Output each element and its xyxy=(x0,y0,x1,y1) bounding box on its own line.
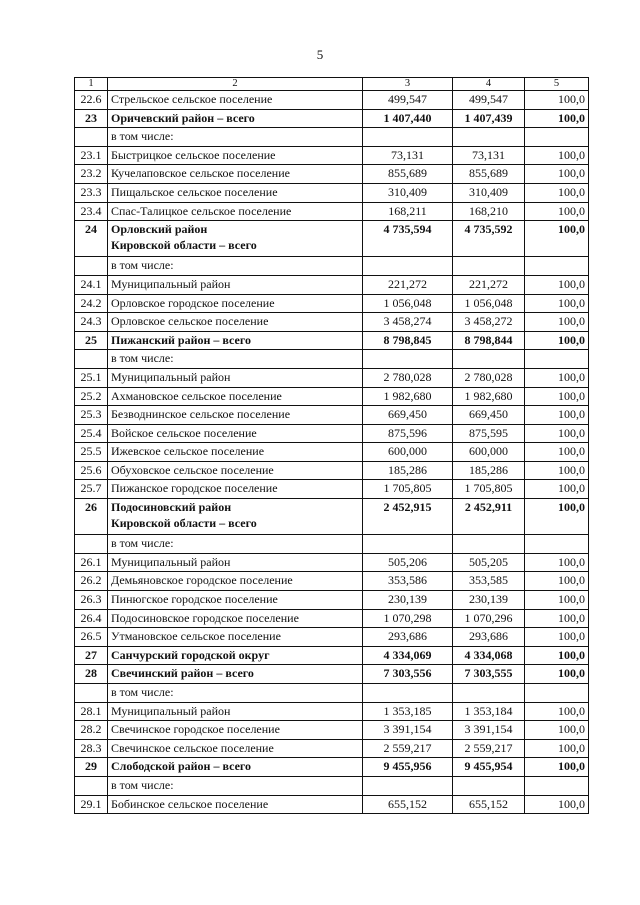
table-row xyxy=(75,739,589,758)
row-percent: 100,0 xyxy=(525,702,589,721)
row-name xyxy=(108,275,363,294)
row-name-line: Свечинское городское поселение xyxy=(111,722,280,737)
row-number: 27 xyxy=(75,646,108,665)
row-value-planned: 1 407,440 xyxy=(363,109,453,128)
row-name-line: Свечинское сельское поселение xyxy=(111,740,274,755)
row-value-actual: 230,139 xyxy=(453,591,525,610)
row-name xyxy=(108,535,363,554)
row-value-planned: 1 982,680 xyxy=(363,387,453,406)
row-name-line: Слободской район – всего xyxy=(111,759,252,774)
table-row xyxy=(75,776,589,795)
column-header-2: 2 xyxy=(108,78,363,91)
row-value-actual: 1 982,680 xyxy=(453,387,525,406)
row-percent xyxy=(525,535,589,554)
row-number: 24.2 xyxy=(75,294,108,313)
row-name xyxy=(108,313,363,332)
row-number: 24 xyxy=(75,221,108,257)
table-body xyxy=(75,91,589,814)
row-value-actual: 875,595 xyxy=(453,424,525,443)
table-row xyxy=(75,387,589,406)
row-value-actual: 505,205 xyxy=(453,553,525,572)
row-name xyxy=(108,406,363,425)
row-name-line: Орловский район xyxy=(111,222,208,237)
row-percent: 100,0 xyxy=(525,795,589,814)
row-number: 22.6 xyxy=(75,91,108,110)
row-value-actual: 73,131 xyxy=(453,146,525,165)
row-value-actual: 293,686 xyxy=(453,628,525,647)
row-value-planned xyxy=(363,776,453,795)
row-number: 28.2 xyxy=(75,721,108,740)
row-value-planned: 2 780,028 xyxy=(363,368,453,387)
row-number: 25 xyxy=(75,331,108,350)
row-number: 28.3 xyxy=(75,739,108,758)
row-name-line: Орловское сельское поселение xyxy=(111,314,269,329)
table-row xyxy=(75,461,589,480)
row-value-actual: 2 452,911 xyxy=(453,499,525,535)
row-value-planned: 1 056,048 xyxy=(363,294,453,313)
row-value-planned: 4 735,594 xyxy=(363,221,453,257)
row-percent: 100,0 xyxy=(525,202,589,221)
row-number: 28.1 xyxy=(75,702,108,721)
row-name xyxy=(108,702,363,721)
row-value-planned: 1 353,185 xyxy=(363,702,453,721)
row-value-planned: 230,139 xyxy=(363,591,453,610)
row-name xyxy=(108,721,363,740)
row-name-line: Бобинское сельское поселение xyxy=(111,796,269,811)
row-value-planned: 3 458,274 xyxy=(363,313,453,332)
row-value-planned xyxy=(363,684,453,703)
table-row xyxy=(75,499,589,535)
row-number xyxy=(75,257,108,276)
row-percent: 100,0 xyxy=(525,628,589,647)
row-value-actual: 8 798,844 xyxy=(453,331,525,350)
table-row xyxy=(75,109,589,128)
row-value-planned: 293,686 xyxy=(363,628,453,647)
row-number: 23.1 xyxy=(75,146,108,165)
row-name-line: в том числе: xyxy=(111,685,174,699)
row-number: 23.4 xyxy=(75,202,108,221)
row-name xyxy=(108,609,363,628)
row-percent: 100,0 xyxy=(525,109,589,128)
table-row xyxy=(75,591,589,610)
row-value-actual: 2 559,217 xyxy=(453,739,525,758)
row-name xyxy=(108,591,363,610)
row-name xyxy=(108,628,363,647)
row-percent: 100,0 xyxy=(525,721,589,740)
row-value-actual: 310,409 xyxy=(453,183,525,202)
row-name-line: Пинюгское городское поселение xyxy=(111,592,278,607)
row-value-actual: 4 334,068 xyxy=(453,646,525,665)
page-number: 5 xyxy=(316,47,324,62)
column-header-1: 1 xyxy=(75,78,108,91)
row-name xyxy=(108,758,363,777)
row-percent: 100,0 xyxy=(525,758,589,777)
row-name-line: Свечинский район – всего xyxy=(111,666,254,681)
table-row xyxy=(75,665,589,684)
table-row xyxy=(75,758,589,777)
row-percent: 100,0 xyxy=(525,294,589,313)
row-number: 25.1 xyxy=(75,368,108,387)
row-value-actual xyxy=(453,684,525,703)
row-name-line: Кучелаповское сельское поселение xyxy=(111,166,290,181)
row-name-line: Стрельское сельское поселение xyxy=(111,92,273,106)
row-value-actual: 168,210 xyxy=(453,202,525,221)
row-name xyxy=(108,572,363,591)
row-number: 26 xyxy=(75,499,108,535)
row-percent: 100,0 xyxy=(525,165,589,184)
row-percent: 100,0 xyxy=(525,183,589,202)
table-row xyxy=(75,202,589,221)
row-percent: 100,0 xyxy=(525,275,589,294)
row-value-actual xyxy=(453,350,525,369)
row-value-actual: 9 455,954 xyxy=(453,758,525,777)
row-name xyxy=(108,461,363,480)
table-row xyxy=(75,609,589,628)
row-name-line-2: Кировской области – всего xyxy=(111,516,257,531)
row-value-planned: 7 303,556 xyxy=(363,665,453,684)
row-value-planned: 221,272 xyxy=(363,275,453,294)
row-value-actual: 1 353,184 xyxy=(453,702,525,721)
row-name-line: Ижевское сельское поселение xyxy=(111,444,265,459)
row-percent: 100,0 xyxy=(525,665,589,684)
table-row xyxy=(75,350,589,369)
row-value-planned: 1 705,805 xyxy=(363,480,453,499)
row-percent: 100,0 xyxy=(525,443,589,462)
row-name xyxy=(108,350,363,369)
row-value-planned: 9 455,956 xyxy=(363,758,453,777)
row-name xyxy=(108,294,363,313)
table-row xyxy=(75,628,589,647)
row-number: 23.2 xyxy=(75,165,108,184)
row-number xyxy=(75,128,108,147)
row-value-planned xyxy=(363,128,453,147)
row-name-line: Муниципальный район xyxy=(111,554,231,569)
table-row xyxy=(75,702,589,721)
row-number: 29.1 xyxy=(75,795,108,814)
row-name xyxy=(108,331,363,350)
row-number: 26.4 xyxy=(75,609,108,628)
row-percent: 100,0 xyxy=(525,553,589,572)
table-row xyxy=(75,165,589,184)
table-row xyxy=(75,535,589,554)
row-name xyxy=(108,499,363,535)
row-name xyxy=(108,128,363,147)
row-value-planned: 3 391,154 xyxy=(363,721,453,740)
row-value-planned xyxy=(363,257,453,276)
row-number: 26.1 xyxy=(75,553,108,572)
table-row xyxy=(75,128,589,147)
row-name xyxy=(108,443,363,462)
row-name xyxy=(108,739,363,758)
row-percent: 100,0 xyxy=(525,387,589,406)
row-number: 24.3 xyxy=(75,313,108,332)
row-value-actual: 2 780,028 xyxy=(453,368,525,387)
row-value-planned: 168,211 xyxy=(363,202,453,221)
row-value-actual xyxy=(453,257,525,276)
row-value-actual: 7 303,555 xyxy=(453,665,525,684)
row-value-actual: 185,286 xyxy=(453,461,525,480)
row-value-planned xyxy=(363,350,453,369)
table-row xyxy=(75,646,589,665)
table-row xyxy=(75,795,589,814)
row-name xyxy=(108,684,363,703)
row-value-actual: 353,585 xyxy=(453,572,525,591)
row-percent: 100,0 xyxy=(525,146,589,165)
row-name-line: в том числе: xyxy=(111,536,174,551)
row-name-line: Утмановское сельское поселение xyxy=(111,629,281,644)
row-value-actual: 655,152 xyxy=(453,795,525,814)
row-percent: 100,0 xyxy=(525,331,589,350)
row-value-actual: 3 391,154 xyxy=(453,721,525,740)
table-row xyxy=(75,443,589,462)
row-number: 26.3 xyxy=(75,591,108,610)
row-value-actual: 1 056,048 xyxy=(453,294,525,313)
row-percent: 100,0 xyxy=(525,499,589,535)
column-header-3: 3 xyxy=(363,78,453,91)
row-value-actual: 4 735,592 xyxy=(453,221,525,257)
row-name xyxy=(108,91,363,110)
row-percent: 100,0 xyxy=(525,591,589,610)
row-name xyxy=(108,202,363,221)
row-percent: 100,0 xyxy=(525,91,589,110)
row-value-planned: 499,547 xyxy=(363,91,453,110)
table-row xyxy=(75,146,589,165)
row-name xyxy=(108,646,363,665)
row-value-planned: 185,286 xyxy=(363,461,453,480)
row-value-actual: 669,450 xyxy=(453,406,525,425)
row-number: 25.5 xyxy=(75,443,108,462)
row-name-line: в том числе: xyxy=(111,258,174,273)
row-name-line: в том числе: xyxy=(111,129,174,144)
table-row xyxy=(75,275,589,294)
row-value-actual xyxy=(453,128,525,147)
table-row xyxy=(75,221,589,257)
row-name-line: Демьяновское городское поселение xyxy=(111,573,293,588)
table-row xyxy=(75,553,589,572)
row-name-line: Муниципальный район xyxy=(111,276,231,291)
table-row xyxy=(75,721,589,740)
row-name-line: Ахмановское сельское поселение xyxy=(111,388,282,403)
column-header-4: 4 xyxy=(453,78,525,91)
row-name-line: Санчурский городской округ xyxy=(111,647,270,662)
row-name-line: Обуховское сельское поселение xyxy=(111,462,274,477)
row-name xyxy=(108,257,363,276)
row-value-planned: 73,131 xyxy=(363,146,453,165)
row-value-planned: 310,409 xyxy=(363,183,453,202)
row-percent xyxy=(525,257,589,276)
table-row xyxy=(75,406,589,425)
row-name xyxy=(108,424,363,443)
row-name-line: Оричевский район – всего xyxy=(111,110,255,125)
row-value-actual: 3 458,272 xyxy=(453,313,525,332)
table-row xyxy=(75,257,589,276)
row-value-actual xyxy=(453,535,525,554)
row-number xyxy=(75,684,108,703)
row-value-planned: 8 798,845 xyxy=(363,331,453,350)
row-number: 25.4 xyxy=(75,424,108,443)
row-number: 25.3 xyxy=(75,406,108,425)
row-name xyxy=(108,553,363,572)
row-percent: 100,0 xyxy=(525,609,589,628)
row-value-planned: 4 334,069 xyxy=(363,646,453,665)
row-value-actual: 1 407,439 xyxy=(453,109,525,128)
row-name-line: Безводнинское сельское поселение xyxy=(111,407,291,422)
row-name xyxy=(108,776,363,795)
row-name xyxy=(108,387,363,406)
row-name-line: Муниципальный район xyxy=(111,369,231,384)
row-value-planned: 505,206 xyxy=(363,553,453,572)
row-percent: 100,0 xyxy=(525,572,589,591)
column-header-5: 5 xyxy=(525,78,589,91)
row-name-line: в том числе: xyxy=(111,777,174,792)
row-number: 25.6 xyxy=(75,461,108,480)
row-value-planned: 353,586 xyxy=(363,572,453,591)
row-number xyxy=(75,535,108,554)
row-name-line: Подосиновский район xyxy=(111,500,232,515)
row-value-planned: 669,450 xyxy=(363,406,453,425)
table-header-row xyxy=(75,78,589,91)
row-percent xyxy=(525,128,589,147)
row-number: 23 xyxy=(75,109,108,128)
row-name xyxy=(108,480,363,499)
table-row xyxy=(75,91,589,110)
row-value-actual: 855,689 xyxy=(453,165,525,184)
row-number: 25.7 xyxy=(75,480,108,499)
row-percent: 100,0 xyxy=(525,461,589,480)
row-value-planned xyxy=(363,535,453,554)
row-number: 28 xyxy=(75,665,108,684)
row-name-line: Орловское городское поселение xyxy=(111,295,275,310)
row-value-actual: 221,272 xyxy=(453,275,525,294)
table-row xyxy=(75,684,589,703)
row-number: 26.2 xyxy=(75,572,108,591)
row-name-line: Пищальское сельское поселение xyxy=(111,184,278,199)
row-percent xyxy=(525,776,589,795)
row-name xyxy=(108,109,363,128)
row-value-actual: 499,547 xyxy=(453,91,525,110)
row-percent: 100,0 xyxy=(525,406,589,425)
row-value-actual: 600,000 xyxy=(453,443,525,462)
row-name-line: Спас-Талицкое сельское поселение xyxy=(111,203,292,218)
row-value-planned: 875,596 xyxy=(363,424,453,443)
row-percent: 100,0 xyxy=(525,480,589,499)
budget-table xyxy=(74,77,589,814)
row-number: 29 xyxy=(75,758,108,777)
row-name xyxy=(108,165,363,184)
row-name-line: в том числе: xyxy=(111,351,174,366)
row-number: 23.3 xyxy=(75,183,108,202)
row-value-planned: 855,689 xyxy=(363,165,453,184)
table-row xyxy=(75,480,589,499)
row-percent xyxy=(525,684,589,703)
row-name-line: Пижанское городское поселение xyxy=(111,481,278,496)
row-value-planned: 2 452,915 xyxy=(363,499,453,535)
row-value-planned: 600,000 xyxy=(363,443,453,462)
row-value-actual xyxy=(453,776,525,795)
row-name-line-2: Кировской области – всего xyxy=(111,238,257,253)
table-row xyxy=(75,294,589,313)
row-name xyxy=(108,665,363,684)
row-percent xyxy=(525,350,589,369)
row-name xyxy=(108,368,363,387)
row-percent: 100,0 xyxy=(525,313,589,332)
row-number xyxy=(75,350,108,369)
row-name-line: Муниципальный район xyxy=(111,703,231,718)
row-name xyxy=(108,183,363,202)
row-percent: 100,0 xyxy=(525,424,589,443)
row-value-planned: 1 070,298 xyxy=(363,609,453,628)
row-value-planned: 655,152 xyxy=(363,795,453,814)
table-row xyxy=(75,313,589,332)
row-name xyxy=(108,146,363,165)
table-row xyxy=(75,368,589,387)
row-name-line: Войское сельское поселение xyxy=(111,425,257,440)
row-number: 25.2 xyxy=(75,387,108,406)
row-name-line: Пижанский район – всего xyxy=(111,332,252,347)
row-name-line: Подосиновское городское поселение xyxy=(111,610,299,625)
row-number: 24.1 xyxy=(75,275,108,294)
row-number xyxy=(75,776,108,795)
row-value-planned: 2 559,217 xyxy=(363,739,453,758)
table-row xyxy=(75,572,589,591)
table-row xyxy=(75,424,589,443)
table-row xyxy=(75,331,589,350)
row-name xyxy=(108,221,363,257)
row-name-line: Быстрицкое сельское поселение xyxy=(111,147,276,162)
row-percent: 100,0 xyxy=(525,368,589,387)
row-name xyxy=(108,795,363,814)
row-percent: 100,0 xyxy=(525,646,589,665)
row-percent: 100,0 xyxy=(525,221,589,257)
row-value-actual: 1 705,805 xyxy=(453,480,525,499)
row-percent: 100,0 xyxy=(525,739,589,758)
table-row xyxy=(75,183,589,202)
row-value-actual: 1 070,296 xyxy=(453,609,525,628)
row-number: 26.5 xyxy=(75,628,108,647)
